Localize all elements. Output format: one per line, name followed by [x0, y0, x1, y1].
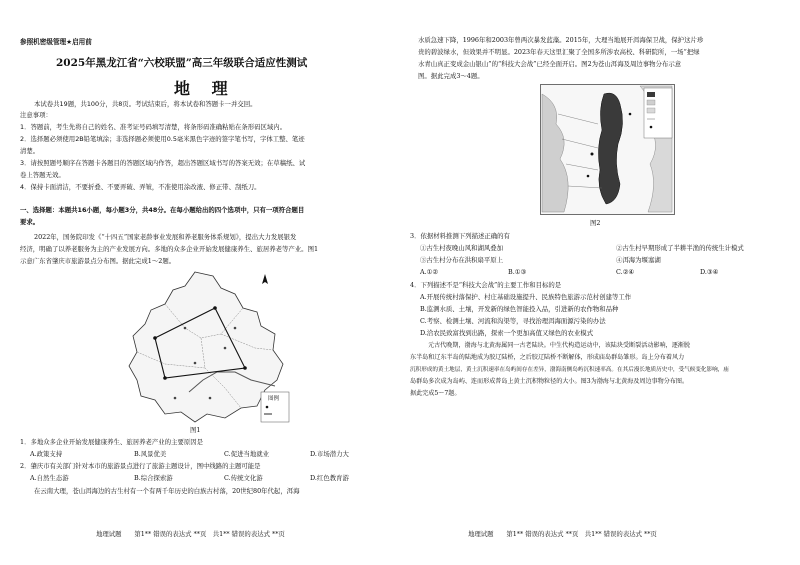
village-marker	[629, 113, 632, 116]
passage-line: 水质急速下降，1996年和2003年曾两次暴发蓝藻。2015年，大理当地展开洱海保卫战，保护这片珍	[418, 36, 704, 44]
notice-line: 1．答题前，考生先将自己的姓名、准考证号码填写清楚，将条形码准确粘贴在条形码区域内。	[20, 123, 287, 131]
legend-swatch	[647, 92, 655, 97]
q1-option-d: D.市场潜力大	[310, 450, 349, 458]
legend-marker-icon	[266, 406, 269, 409]
subject-title: 地 理	[174, 79, 236, 98]
q3-choice-b: B.①③	[508, 268, 527, 276]
q4-option-a: A.开展传统村落保护、村庄基础设施提升、民族特色旅游示范村创建等工作	[420, 293, 632, 301]
scenic-spot-marker	[153, 336, 157, 340]
legend-marker-icon	[650, 126, 653, 129]
passage-line: 图。据此完成3～4题。	[418, 72, 484, 80]
passage-line: 在云南大理，苍山洱海边的古生村有一个有两千年历史的白族古村落，20世纪80年代起，洱海	[34, 487, 300, 495]
legend-swatch	[647, 100, 655, 105]
q2-option-a: A.自然生态游	[30, 474, 69, 482]
confidential-label: 参照机密级管理★启用前	[20, 38, 92, 46]
page-footer: 地理试题 第1** 错误的表达式 **页 共1** 错误的表达式 **页	[96, 530, 285, 538]
q1-option-c: C.促进当地就业	[224, 450, 270, 458]
page-footer: 地理试题 第1** 错误的表达式 **页 共1** 错误的表达式 **页	[468, 530, 657, 538]
q4-stem: 4．下列描述不是“科技大会战”的主要工作和目标的是	[410, 281, 562, 289]
q2-option-d: D.红色教育游	[310, 474, 349, 482]
notice-line: 卷上答题无效。	[20, 171, 65, 179]
q3-choice-c: C.②④	[616, 268, 635, 276]
q4-option-b: B.监测水质、土壤，开发新的绿色智能投入品，引进新的农作物和品种	[420, 305, 619, 313]
legend-title: 图例	[268, 396, 280, 402]
q3-statement: ①古生村夜晚山风和湖风叠加	[420, 244, 504, 252]
scenic-spot-marker	[234, 327, 237, 330]
q4-option-c: C.考察、检测土壤、河流和沟渠等，寻找治理洱海面源污染的办法	[420, 317, 606, 325]
scenic-spot-marker	[184, 327, 187, 330]
scenic-spot-marker	[163, 376, 167, 380]
passage-line: 岛群岛多次成为岛屿、连而形成普岛上黄土沉积物粒径的大小。图3为渤海与北黄海及周边事物分布图。	[410, 378, 689, 385]
section-heading: 要求。	[20, 218, 40, 226]
passage-line: 2022年，国务院印发《“十四五”国家老龄事业发展和养老服务体系规划》，提出大力发展银发	[34, 233, 297, 241]
scenic-spot-marker	[209, 397, 212, 400]
cangshan-erhai-map	[540, 84, 675, 215]
intro-text: 本试卷共19题，共100分，共8页。考试结束后，将本试卷和答题卡一并交回。	[34, 100, 257, 108]
q2-option-b: B.综合探索游	[134, 474, 173, 482]
scenic-spot-marker	[224, 347, 227, 350]
notice-line: 清楚。	[20, 147, 40, 155]
compass-icon	[262, 274, 268, 284]
scenic-spot-marker	[213, 306, 217, 310]
scenic-spot-marker	[174, 397, 177, 400]
passage-line: 东半岛和辽东半岛的陆地成为胶辽陆桥，之后胶辽陆桥不断解体，形成庙岛群岛雏形。岛上分布着风力	[410, 354, 685, 361]
passage-line: 示意广东省肇庆市旅游景点分布图。据此完成1～2题。	[20, 257, 176, 265]
map-boundary	[129, 272, 283, 422]
passage-line: 元古代晚期，渤海与北黄海属同一古老陆块。中生代构造运动中，该陆块受断裂活动影响，逐渐脱	[428, 342, 691, 349]
passage-line: 据此完成5～7题。	[410, 390, 461, 397]
legend-swatch	[647, 108, 655, 113]
village-marker	[587, 175, 590, 178]
notice-line: 3．请按照题号顺序在答题卡各题目的答题区域内作答，超出答题区域书写的答案无效；在草稿纸、试	[20, 159, 306, 167]
scenic-spot-marker	[194, 362, 197, 365]
q1-option-a: A.政策支持	[30, 450, 63, 458]
right-page	[400, 0, 800, 565]
q2-stem: 2．肇庆市有关部门针对本市的旅游景点进行了旅游主题设计，图中线路的主题可能是	[20, 462, 261, 470]
q2-option-c: C.传统文化游	[224, 474, 263, 482]
passage-line: 沉积形成的黄土地层，黄土沉积速率在岛屿间存在差异，渤海南侧岛屿沉积速率高。在其后漫长地质历史中，受气候变化影响，庙	[410, 367, 729, 373]
notice-title: 注意事项：	[20, 111, 52, 119]
figure1-caption: 图1	[190, 426, 201, 434]
q3-statement: ③古生村分布在洪积扇平原上	[420, 256, 504, 264]
scenic-spot-marker	[243, 366, 247, 370]
figure2-caption: 图2	[590, 219, 601, 227]
q4-option-d: D.洽农民致富找到出路，探索一个更加高值又绿色的农业模式	[420, 329, 594, 337]
q1-stem: 1．多地众多企业开始发展健康养生、旅居养老产业的主要原因是	[20, 438, 204, 446]
notice-line: 2．选择题必须使用2B铅笔填涂；非选择题必须使用0.5毫米黑色字迹的签字笔书写，字体工整、笔迹	[20, 135, 305, 143]
q3-stem: 3．依据材料推测下列描述正确的有	[410, 232, 510, 240]
passage-line: 贵的碧波绿水，但效果并不明显。2023年春天这里汇聚了全国多所涉农高校、科研院所，一场“把绿	[418, 48, 700, 56]
q3-choice-d: D.③④	[700, 268, 719, 276]
q3-statement: ②古生村早期形成了半耕半渔的传统生计模式	[616, 244, 744, 252]
passage-line: 水青山真正变成金山银山”的“科技大会战”已经全面开启。图2为苍山洱海及周边事物分布示意	[418, 60, 682, 68]
exam-title: 2025年黑龙江省“六校联盟”高三年级联合适应性测试	[56, 57, 308, 69]
q3-statement: ④洱海为堰塞湖	[616, 256, 661, 264]
notice-line: 4．保持卡面清洁，不要折叠、不要弄破、弄皱，不准使用涂改液、修正带、刮纸刀。	[20, 183, 261, 191]
q1-option-b: B.风景优美	[134, 450, 167, 458]
zhaoqing-map	[125, 268, 290, 426]
q3-choice-a: A.①②	[420, 268, 439, 276]
passage-line: 经济，明确了以养老服务为主的产业发展方向。多地的众多企业开始发展健康养生、旅居养老等产业。图1	[20, 245, 319, 253]
village-marker	[591, 153, 594, 156]
section-heading: 一、选择题：本题共16小题，每小题3分，共48分。在每小题给出的四个选项中，只有一项符合题目	[20, 206, 305, 214]
